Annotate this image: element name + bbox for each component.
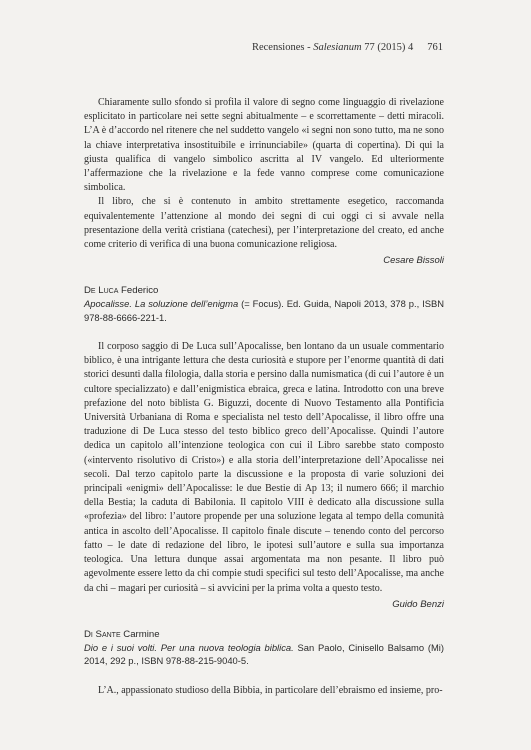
book-title: Apocalisse. La soluzione dell’enigma — [84, 298, 239, 310]
review-paragraph: Il libro, che si è contenuto in ambito strettamente esegetico, raccomanda equivalentemente l’attenzione al mondo dei segni di cui oggi ci si avvale nella presentazione della verità cristiana (catechesi), per l’interpretazione del creato, ed anche come criterio di verifica di una buona comunicazione religiosa. — [84, 196, 444, 251]
book-author: Di Sante Carmine — [84, 628, 160, 640]
reviewer-signature: Cesare Bissoli — [383, 255, 444, 267]
book-author: De Luca Federico — [84, 285, 159, 297]
page-content — [84, 96, 444, 698]
journal-name: Salesianum — [313, 42, 362, 53]
review-de-luca — [84, 284, 444, 609]
book-bibliographic-entry: Apocalisse. La soluzione dell’enigma (= Focus). Ed. Guida, Napoli 2013, 378 p., ISBN 978-88-6666-221-1. — [84, 298, 444, 323]
review-bissoli — [84, 96, 444, 266]
book-title: Dio e i suoi volti. Per una nuova teologia biblica. — [84, 641, 294, 653]
review-di-sante — [84, 628, 444, 698]
review-paragraph: L’A., appassionato studioso della Bibbia, in particolare dell’ebraismo ed insieme, pro- — [98, 684, 443, 696]
reviewer-signature: Guido Benzi — [392, 598, 444, 610]
review-paragraph: Il corposo saggio di De Luca sull’Apocalisse, ben lontano da un usuale commentario biblico, è una intrigante lettura che desta curiosità e stupore per l’enorme quantità di dati storici desunti dalla filologia, dalla storia e persino dalla numismatica (di cui l’autore è un cultore specializzato) e dall’enigmistica ebraica, greca e latina. Introdotto con una breve prefazione del noto biblista G. Biguzzi, docente di Nuovo Testamento alla Pontificia Università Urbaniana di Roma e specialista nel testo dell’Apocalisse, il libro offre una traduzione di De Luca stesso del testo biblico greco dell’Apocalisse. Quindi l’autore dedica un capitolo all’intenzione teologica con cui il Libro sarebbe stato composto («intervento risolutivo di Cristo») e alla storia dell’interpretazione dell’Apocalisse nei secoli. Dal terzo capitolo parte la discussione e la proposta di varie soluzioni dei principali «enigmi» dell’Apocalisse: le due Bestie di Ap 13; il numero 666; il marchio della Bestia; la caduta di Babilonia. Il capitolo VIII è dedicato alla discussione sulla «profezia» del libro: l’autore propende per una soluzione legata al tempo della comunità antica in ascolto dell’Apocalisse. Il capitolo finale discute – tenendo conto del percorso fatto – le date di redazione del libro, le ipotesi sull’autore e sulla sua importanza teologica. Una lettura dunque assai argomentata ma non pesante. Il libro può agevolmente essere letto da chi compie studi specifici sul testo dell’Apocalisse, ma anche da chi – magari per curiosità – si avvicini per la prima volta a questo testo. — [84, 341, 444, 594]
review-paragraph: Chiaramente sullo sfondo si profila il valore di segno come linguaggio di rivelazione esplicitato in particolare nei sette segni abitualmente – e scorrettamente – detti miracoli. L’A è d’accordo nel ritenere che nel suddetto vangelo «i segni non sono tutto, ma ne sono la chiave interpretativa insostituibile e irrinunciabile» (quarta di copertina). Di qui la giusta qualifica di vangelo simbolico ascritta al IV vangelo. Ed ulteriormente l’affermazione che la rivelazione e la fede vanno comprese come comunicazione simbolica. — [84, 97, 444, 194]
running-header — [250, 42, 443, 53]
header-citation: Recensiones - Salesianum 77 (2015) 4 — [251, 42, 414, 53]
book-bibliographic-entry: Dio e i suoi volti. Per una nuova teologia biblica. San Paolo, Cinisello Balsamo (Mi) 2014, 292 p., ISBN 978-88-215-9040-5. — [84, 641, 444, 667]
page-number: 761 — [427, 42, 443, 53]
